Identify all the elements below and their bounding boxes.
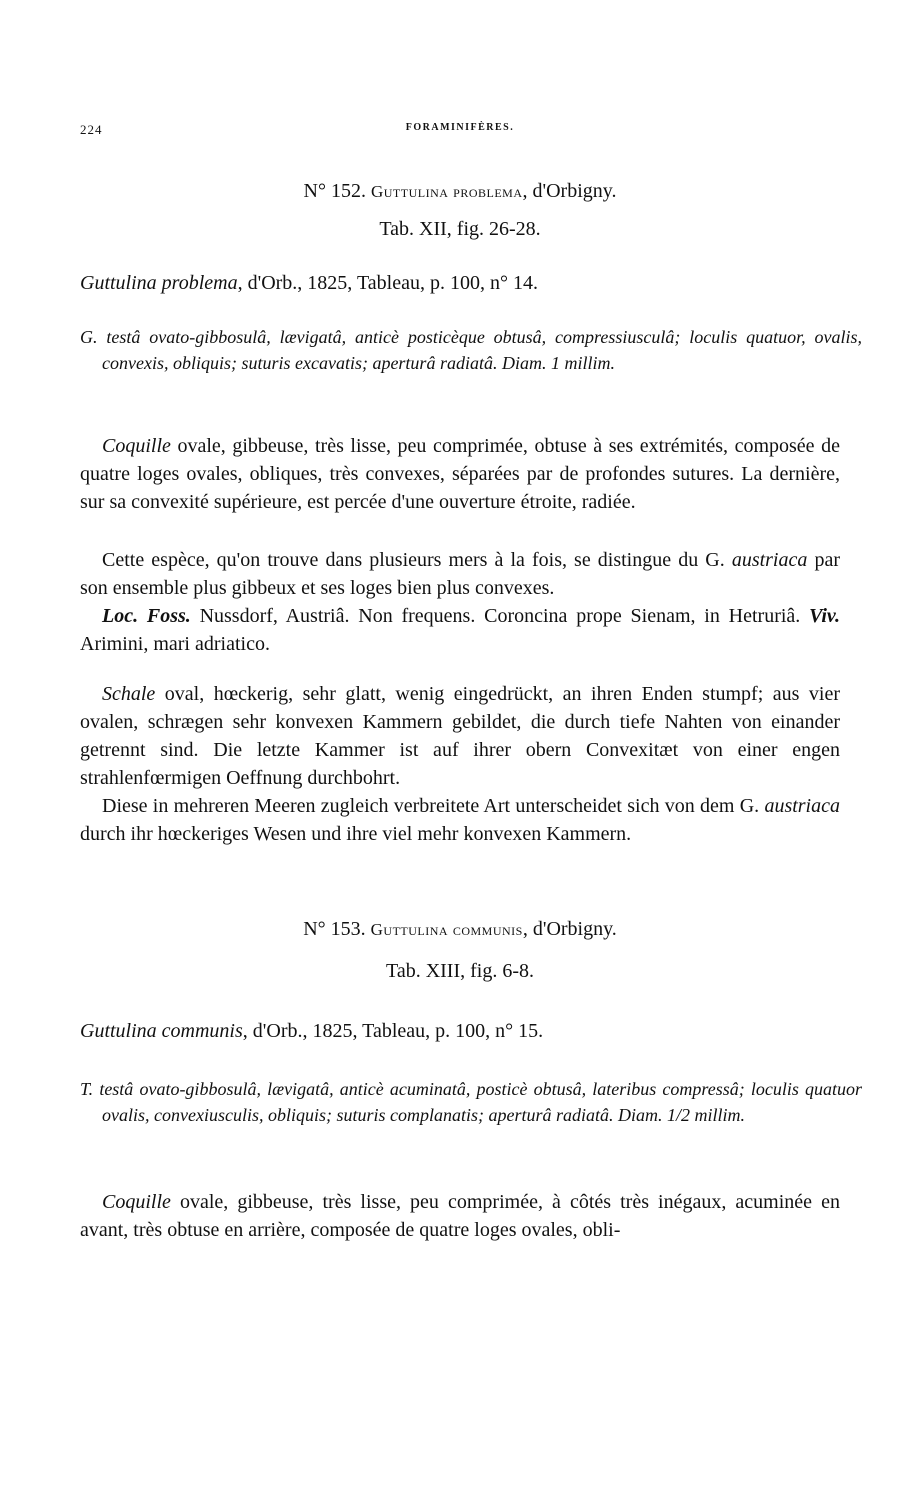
- species-152-german-remarks: [80, 792, 840, 848]
- locality-text: Nussdorf, Austriâ. Non frequens. Coroncina prope Sienam, in Hetruriâ.: [190, 605, 801, 627]
- locality-label: Loc. Foss.: [102, 605, 191, 627]
- species-number: N° 152.: [303, 180, 366, 202]
- remarks-text: Diese in mehreren Meeren zugleich verbreitete Art unterscheidet sich von dem G.: [102, 795, 765, 817]
- species-153-synonymy: [80, 1020, 840, 1043]
- species-152-german-description: [80, 680, 840, 792]
- species-number: N° 153.: [303, 918, 366, 940]
- species-153-plate: Tab. XIII, fig. 6-8.: [386, 960, 534, 982]
- living-text: Arimini, mari adriatico.: [80, 633, 270, 655]
- synonymy-name: Guttulina communis: [80, 1020, 243, 1042]
- synonymy-reference: , d'Orb., 1825, Tableau, p. 100, n° 15.: [242, 1020, 544, 1042]
- running-title: FORAMINIFÈRES.: [405, 122, 515, 133]
- remarks-text-end: durch ihr hœckeriges Wesen und ihre viel mehr konvexen Kammern.: [80, 823, 632, 845]
- remarks-text-end: par son ensemble plus gibbeux et ses loges bien plus convexes.: [80, 549, 840, 599]
- species-153-diagnosis: T. testâ ovato-gibbosulâ, lævigatâ, anticè acuminatâ, posticè obtusâ, lateribus compressâ; loculis quatuor ovalis, convexiusculis, obliquis; suturis complanatis; aperturâ radiatâ. Diam. 1/2 millim.: [80, 1079, 862, 1125]
- synonymy-name: Guttulina problema: [80, 272, 238, 294]
- description-text: ovale, gibbeuse, très lisse, peu comprimée, à côtés très inégaux, acuminée en avant, très obtuse en arrière, composée de quatre loges ovales, obli-: [80, 1191, 840, 1241]
- species-152-synonymy: [80, 272, 840, 295]
- species-name: Guttulina problema: [370, 182, 523, 201]
- species-name: Guttulina communis: [370, 920, 523, 939]
- species-author: , d'Orbigny.: [522, 180, 617, 202]
- description-lead: Coquille: [102, 435, 171, 457]
- species-152-diagnosis: G. testâ ovato-gibbosulâ, lævigatâ, anticè posticèque obtusâ, compressiusculâ; loculis quatuor, ovalis, convexis, obliquis; suturis excavatis; aperturâ radiatâ. Diam. 1 millim.: [80, 327, 862, 373]
- species-152-french-remarks: [80, 546, 840, 602]
- species-reference: austriaca: [764, 795, 840, 817]
- page-header: [80, 122, 840, 142]
- living-label: Viv.: [809, 605, 841, 627]
- species-reference: austriaca: [731, 549, 808, 571]
- species-152-french-description: [80, 432, 840, 516]
- species-author: , d'Orbigny.: [522, 918, 617, 940]
- species-152-heading: [80, 180, 840, 203]
- description-text: ovale, gibbeuse, très lisse, peu comprimée, obtuse à ses extrémités, composée de quatre loges ovales, obliques, très convexes, séparées par de profondes sutures. La dernière, sur sa convexité supérieure, est percée d'une ouverture étroite, radiée.: [80, 435, 840, 513]
- page-number: 224: [80, 122, 103, 137]
- description-text: oval, hœckerig, sehr glatt, wenig eingedrückt, an ihren Enden stumpf; aus vier ovalen, schrægen sehr konvexen Kammern gebildet, die durch tiefe Nahten von einander getrennt sind. Die letzte Kammer ist auf ihrer obern Convexitæt von einer engen strahlenfœrmigen Oeffnung durchbohrt.: [80, 683, 840, 789]
- synonymy-reference: , d'Orb., 1825, Tableau, p. 100, n° 14.: [237, 272, 538, 294]
- species-152-plate: Tab. XII, fig. 26-28.: [379, 218, 541, 240]
- remarks-text: Cette espèce, qu'on trouve dans plusieurs mers à la fois, se distingue du G.: [102, 549, 732, 571]
- species-153-heading: [80, 918, 840, 941]
- species-152-localities: [80, 602, 840, 658]
- description-lead: Coquille: [102, 1191, 171, 1213]
- species-153-french-description: [80, 1188, 840, 1244]
- description-lead: Schale: [102, 683, 156, 705]
